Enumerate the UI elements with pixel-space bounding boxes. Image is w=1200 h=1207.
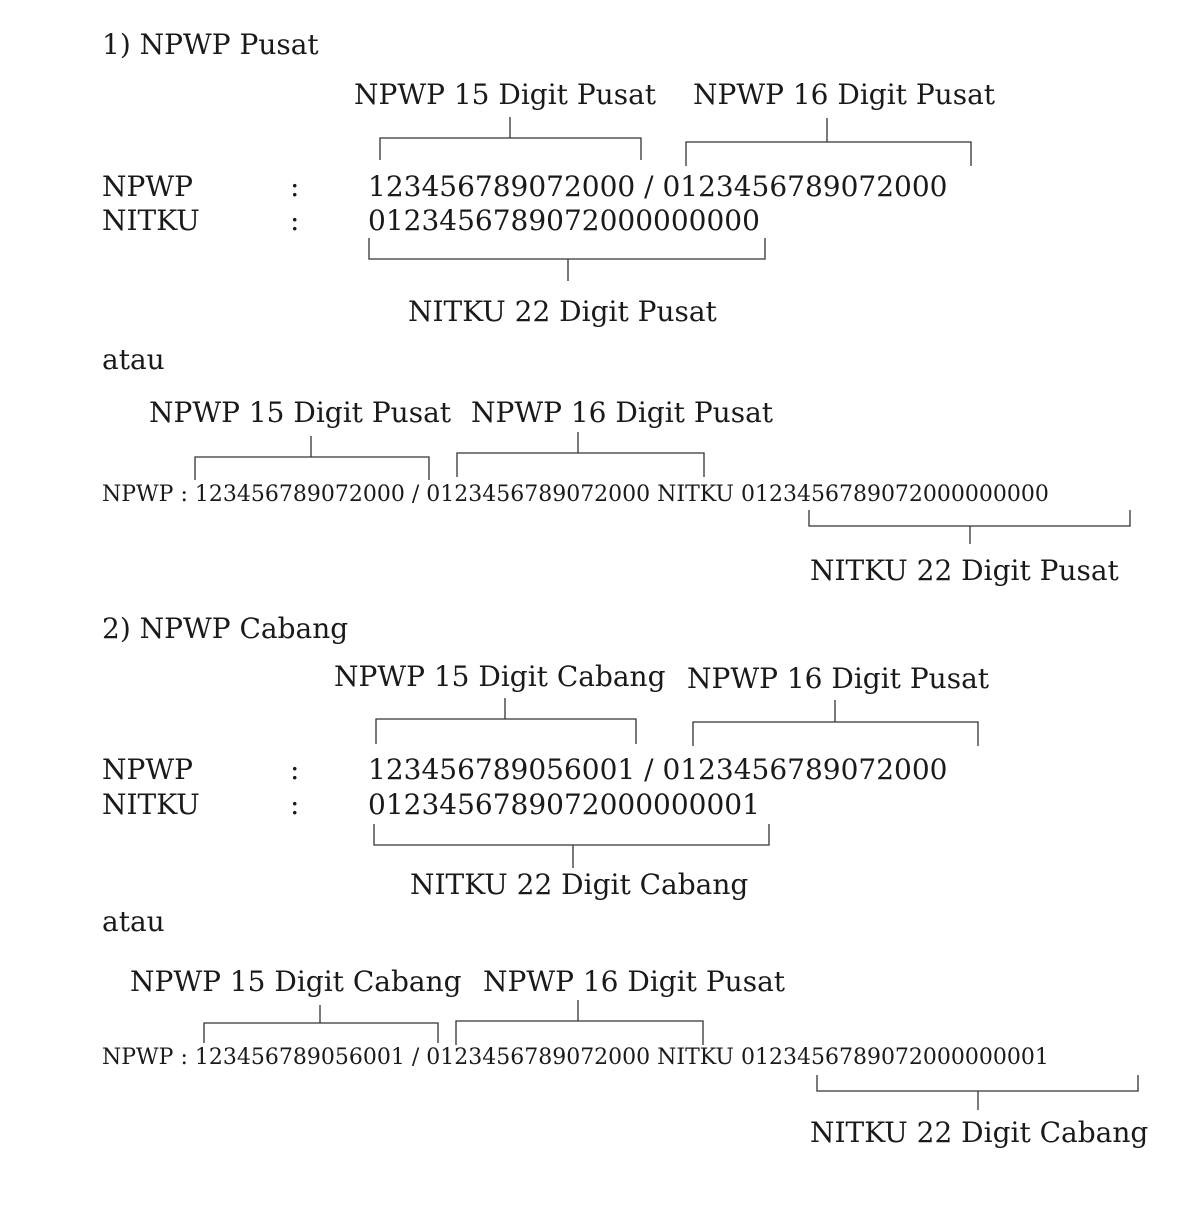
inline-npwp-nitku-line-2: NPWP : 123456789056001 / 0123456789072000 NITKU 0123456789072000000001 [102, 1045, 1049, 1070]
bracket-npwp15-cabang [376, 698, 636, 744]
section-2-heading: 2) NPWP Cabang [102, 612, 349, 645]
bracket-npwp16-pusat-inline [457, 432, 704, 477]
bracket-nitku22-pusat-inline [809, 510, 1130, 544]
nitku-key: NITKU [102, 204, 200, 237]
label-npwp16-pusat-inline-2: NPWP 16 Digit Pusat [483, 965, 786, 998]
bracket-npwp16-pusat-2 [693, 700, 978, 746]
label-nitku22-cabang-inline: NITKU 22 Digit Cabang [810, 1116, 1149, 1149]
npwp-colon-2: : [290, 753, 300, 786]
label-npwp16-pusat: NPWP 16 Digit Pusat [693, 78, 996, 111]
npwp-value-2: 123456789056001 / 0123456789072000 [368, 753, 948, 786]
bracket-npwp16-pusat-inline-2 [456, 1000, 703, 1045]
npwp-key-2: NPWP [102, 753, 193, 786]
npwp-key: NPWP [102, 170, 193, 203]
npwp-colon: : [290, 170, 300, 203]
nitku-key-2: NITKU [102, 788, 200, 821]
separator-atau-1: atau [102, 343, 165, 376]
label-nitku22-pusat-inline: NITKU 22 Digit Pusat [810, 554, 1119, 587]
nitku-value-2: 0123456789072000000001 [368, 788, 760, 821]
nitku-value: 0123456789072000000000 [368, 204, 760, 237]
label-nitku22-pusat: NITKU 22 Digit Pusat [408, 295, 717, 328]
bracket-npwp15-pusat-inline [195, 436, 429, 480]
label-npwp15-cabang-inline: NPWP 15 Digit Cabang [130, 965, 462, 998]
separator-atau-2: atau [102, 905, 165, 938]
label-npwp15-pusat: NPWP 15 Digit Pusat [354, 78, 657, 111]
section-1-heading: 1) NPWP Pusat [102, 28, 319, 61]
inline-npwp-nitku-line-1: NPWP : 123456789072000 / 0123456789072000 NITKU 0123456789072000000000 [102, 482, 1049, 507]
label-npwp16-pusat-inline: NPWP 16 Digit Pusat [471, 396, 774, 429]
npwp-value: 123456789072000 / 0123456789072000 [368, 170, 948, 203]
bracket-nitku22-pusat [369, 238, 765, 281]
bracket-npwp15-pusat [380, 117, 641, 160]
label-npwp15-cabang: NPWP 15 Digit Cabang [334, 660, 666, 693]
bracket-nitku22-cabang [374, 824, 769, 868]
label-nitku22-cabang: NITKU 22 Digit Cabang [410, 868, 749, 901]
bracket-nitku22-cabang-inline [817, 1075, 1138, 1110]
label-npwp16-pusat-2: NPWP 16 Digit Pusat [687, 662, 990, 695]
bracket-npwp15-cabang-inline [204, 1005, 438, 1043]
bracket-npwp16-pusat [686, 118, 971, 166]
label-npwp15-pusat-inline: NPWP 15 Digit Pusat [149, 396, 452, 429]
nitku-colon: : [290, 204, 300, 237]
nitku-colon-2: : [290, 788, 300, 821]
